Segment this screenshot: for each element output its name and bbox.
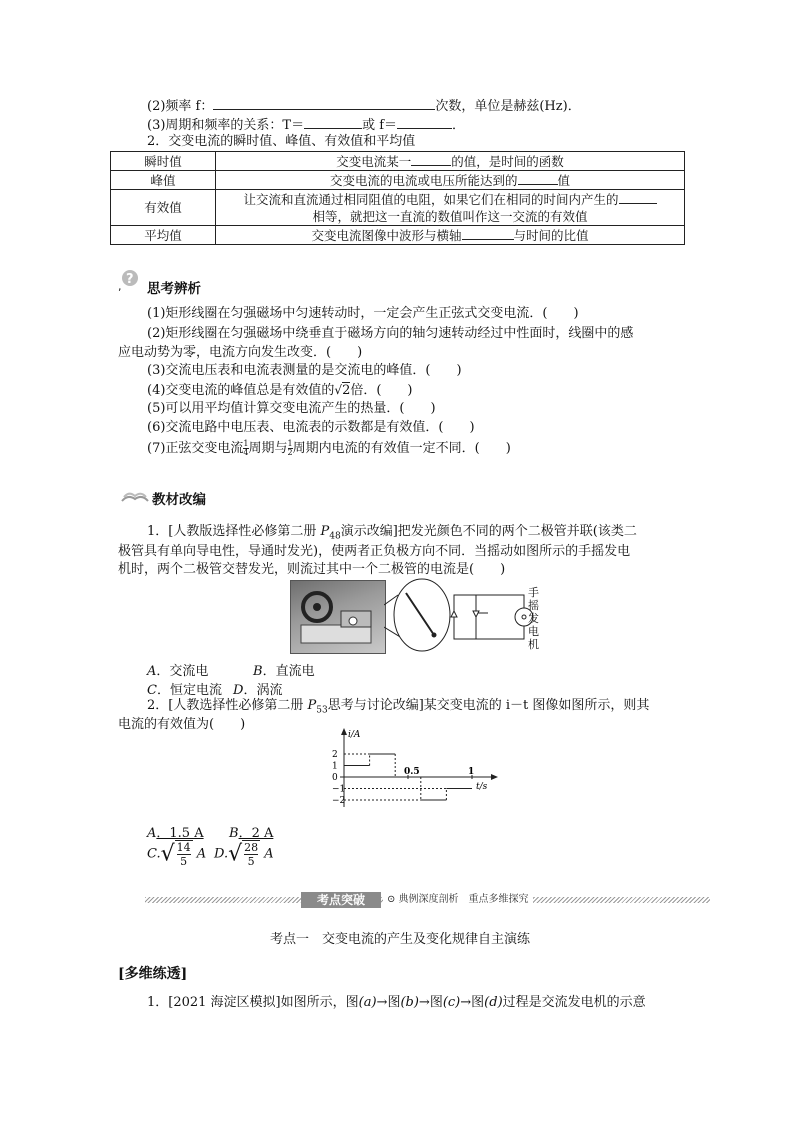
unit-text: A [196,846,207,862]
option-text: ．1.5 A [156,826,204,841]
fraction-num: 14 [176,841,191,854]
y-axis-arrow [341,728,347,735]
think-item-7 [147,440,511,458]
table-row [111,171,685,190]
desc-text: 的值，是时间的函数 [451,154,564,169]
item4-end: 倍．( ) [350,383,413,398]
generator-label-char: 摇 [528,599,539,612]
relation-text: (3)周期和频率的关系：T＝ [147,118,305,133]
banner-badge: 考点突破 [301,892,381,908]
desc-text: 交变电流的电流或电压所能达到的 [329,173,518,188]
table-cell-desc [216,152,685,171]
figure-label: (c) [442,995,461,1010]
unit-text: A [264,846,274,862]
think-item: (1)矩形线圈在匀强磁场中匀速转动时，一定会产生正弦式交变电流．( ) [147,306,579,321]
sqrt-symbol: √ [334,383,343,397]
table-cell-name: 峰值 [111,171,216,190]
think-title: 思考辨析 [147,281,201,297]
topic-q1-text: →图 [376,995,401,1010]
think-item-4 [147,381,413,400]
page-number: 48 [329,531,341,542]
q1-option-c[interactable] [147,679,222,698]
topic-q1-line [147,994,646,1012]
period-frequency-line [147,115,465,135]
current-time-chart [320,728,500,808]
desc-text: 与时间的比值 [513,228,589,243]
q1-option-a[interactable] [147,660,208,679]
fraction-num: 1 [287,439,293,448]
q1-option-d[interactable] [233,679,282,698]
answer-blank[interactable] [304,115,362,129]
section-heading-2: 2．交变电流的瞬时值、峰值、有效值和平均值 [147,134,416,149]
desc-text: 交变电流图像中波形与横轴 [311,228,462,243]
q1-option-b[interactable] [253,660,315,679]
think-item: (6)交流电路中电压表、电流表的示数都是有效值．( ) [147,420,475,435]
table-cell-desc [216,190,685,226]
desc-text: 交变电流某一 [336,154,412,169]
answer-blank[interactable] [213,96,435,110]
generator-label-char: 电 [528,625,539,638]
think-item: (3)交流电压表和电流表测量的是交流电的峰值．( ) [147,363,462,378]
q2-option-c[interactable] [147,840,206,876]
q1-text: 1．[人教版选择性必修第二册 [147,524,321,539]
x-tick-label: 0.5 [404,767,420,777]
think-item: (5)可以用平均值计算交变电流产生的热量．( ) [147,401,436,416]
book-icon [120,488,150,508]
y-axis-label: i/A [348,730,361,740]
q2-option-d[interactable] [214,840,274,876]
relation-end: ． [452,118,466,133]
fraction-den: 4 [243,448,249,457]
x-axis-label: t/s [476,782,488,792]
item7-text: 周期与 [248,441,288,456]
item7-end: 周期内电流的有效值一定不同．( ) [292,441,511,456]
topic-title: 考点一 交变电流的产生及变化规律自主演练 [270,932,531,947]
option-letter: D. [214,846,229,862]
figure-label: (a) [358,995,377,1010]
q2-text: 思考与讨论改编]某交变电流的 i－t 图像如图所示，则其 [327,698,650,713]
answer-blank[interactable] [462,226,514,240]
option-letter: B [229,826,239,841]
page-letter: P [320,524,330,539]
sqrt-fraction [242,840,260,868]
sqrt-value: 2 [342,383,351,398]
fraction-den: 2 [287,448,293,457]
generator-label-char: 手 [528,586,539,599]
generator-photo [290,580,386,654]
definition-table [110,151,685,245]
generator-label-char: 发 [528,612,539,625]
fraction-den: 5 [180,855,188,868]
option-text: ．交流电 [156,664,209,679]
y-tick-label: 1 [332,761,338,772]
think-item: (2)矩形线圈在匀强磁场中绕垂直于磁场方向的轴匀速转动经过中性面时，线圈中的感 [147,326,634,341]
q1-text: 演示改编]把发光颜色不同的两个二极管并联(该类二 [340,524,637,539]
option-text: ．恒定电流 [156,683,222,698]
sqrt-fraction [175,840,193,868]
option-text: ．涡流 [243,683,283,698]
circuit-diagram [384,575,544,657]
answer-blank[interactable] [397,115,452,129]
generator-label-char: 机 [528,638,539,651]
y-tick-label: 0 [332,773,338,783]
answer-blank[interactable] [619,190,657,204]
think-icon [118,268,146,296]
x-axis-arrow [491,774,498,780]
topic-q1-text: →图 [418,995,443,1010]
banner-stripe [145,897,301,903]
topic-q1-text: 过程是交流发电机的示意 [502,995,646,1010]
q2-line2: 电流的有效值为( ) [118,717,246,732]
q2-option-b[interactable] [229,822,273,841]
item7-text: (7)正弦交变电流 [147,441,244,456]
frequency-line [147,96,581,116]
option-letter: C [147,683,157,698]
q1-line3: 机时，两个二极管交替发光，则流过其中一个二极管的电流是( ) [118,562,506,577]
table-row [111,190,685,226]
topic-q1-text: 1．[2021 海淀区模拟]如图所示，图 [147,995,359,1010]
sqrt-symbol: √ [160,841,175,867]
table-cell-desc [216,171,685,190]
page-letter: P [307,698,317,713]
table-cell-desc [216,226,685,245]
y-tick-label: −1 [332,784,346,795]
q1-line2: 极管具有单向导电性，导通时发光)，使两者正负极方向不同．当摇动如图所示的手摇发电 [118,544,631,559]
svg-text:,: , [118,280,122,292]
fraction-num: 1 [243,439,249,448]
table-row [111,226,685,245]
generator-label [528,586,542,651]
y-tick-label: −2 [332,796,346,806]
desc-text: 相等，就把这一直流的数值叫作这一交流的有效值 [312,209,588,224]
q2-text: 2．[人教选择性必修第二册 [147,698,308,713]
option-letter: D [233,683,244,698]
option-letter: C. [147,846,161,862]
topic-q1-text: →图 [460,995,485,1010]
frequency-text: (2)频率 f： [147,99,214,114]
figure-label: (d) [484,995,503,1010]
page-number: 53 [316,705,328,716]
option-letter: A [147,826,157,841]
q2-option-a[interactable] [147,822,204,841]
table-cell-name: 平均值 [111,226,216,245]
practice-heading: [多维练透] [118,966,188,982]
y-tick-label: 2 [332,750,338,760]
answer-blank[interactable] [518,171,558,185]
item4-text: (4)交变电流的峰值总是有效值的 [147,383,335,398]
x-tick-label: 1 [468,767,475,777]
table-cell-name: 瞬时值 [111,152,216,171]
think-item: 应电动势为零，电流方向发生改变．( ) [118,345,363,360]
fraction-num: 28 [244,841,259,854]
sqrt-symbol: √ [228,841,243,867]
desc-text: 让交流和直流通过相同阻值的电阻，如果它们在相同的时间内产生的 [243,192,619,207]
relation-or-text: 或 f＝ [362,118,398,133]
figure-label: (b) [400,995,419,1010]
table-row [111,152,685,171]
banner-text: ⊙ 典例深度剖析 重点多维探究 [383,892,533,908]
option-letter: A [147,664,157,679]
textbook-title: 教材改编 [152,492,206,508]
option-text: ．2 A [238,826,274,841]
answer-blank[interactable] [411,152,451,166]
frequency-unit-text: 次数，单位是赫兹(Hz)． [435,99,581,114]
svg-text:?: ? [126,272,134,287]
option-letter: B [253,664,263,679]
desc-text: 值 [557,173,571,188]
table-cell-name: 有效值 [111,190,216,226]
fraction-den: 5 [247,855,255,868]
option-text: ．直流电 [262,664,315,679]
section-banner [145,892,710,908]
